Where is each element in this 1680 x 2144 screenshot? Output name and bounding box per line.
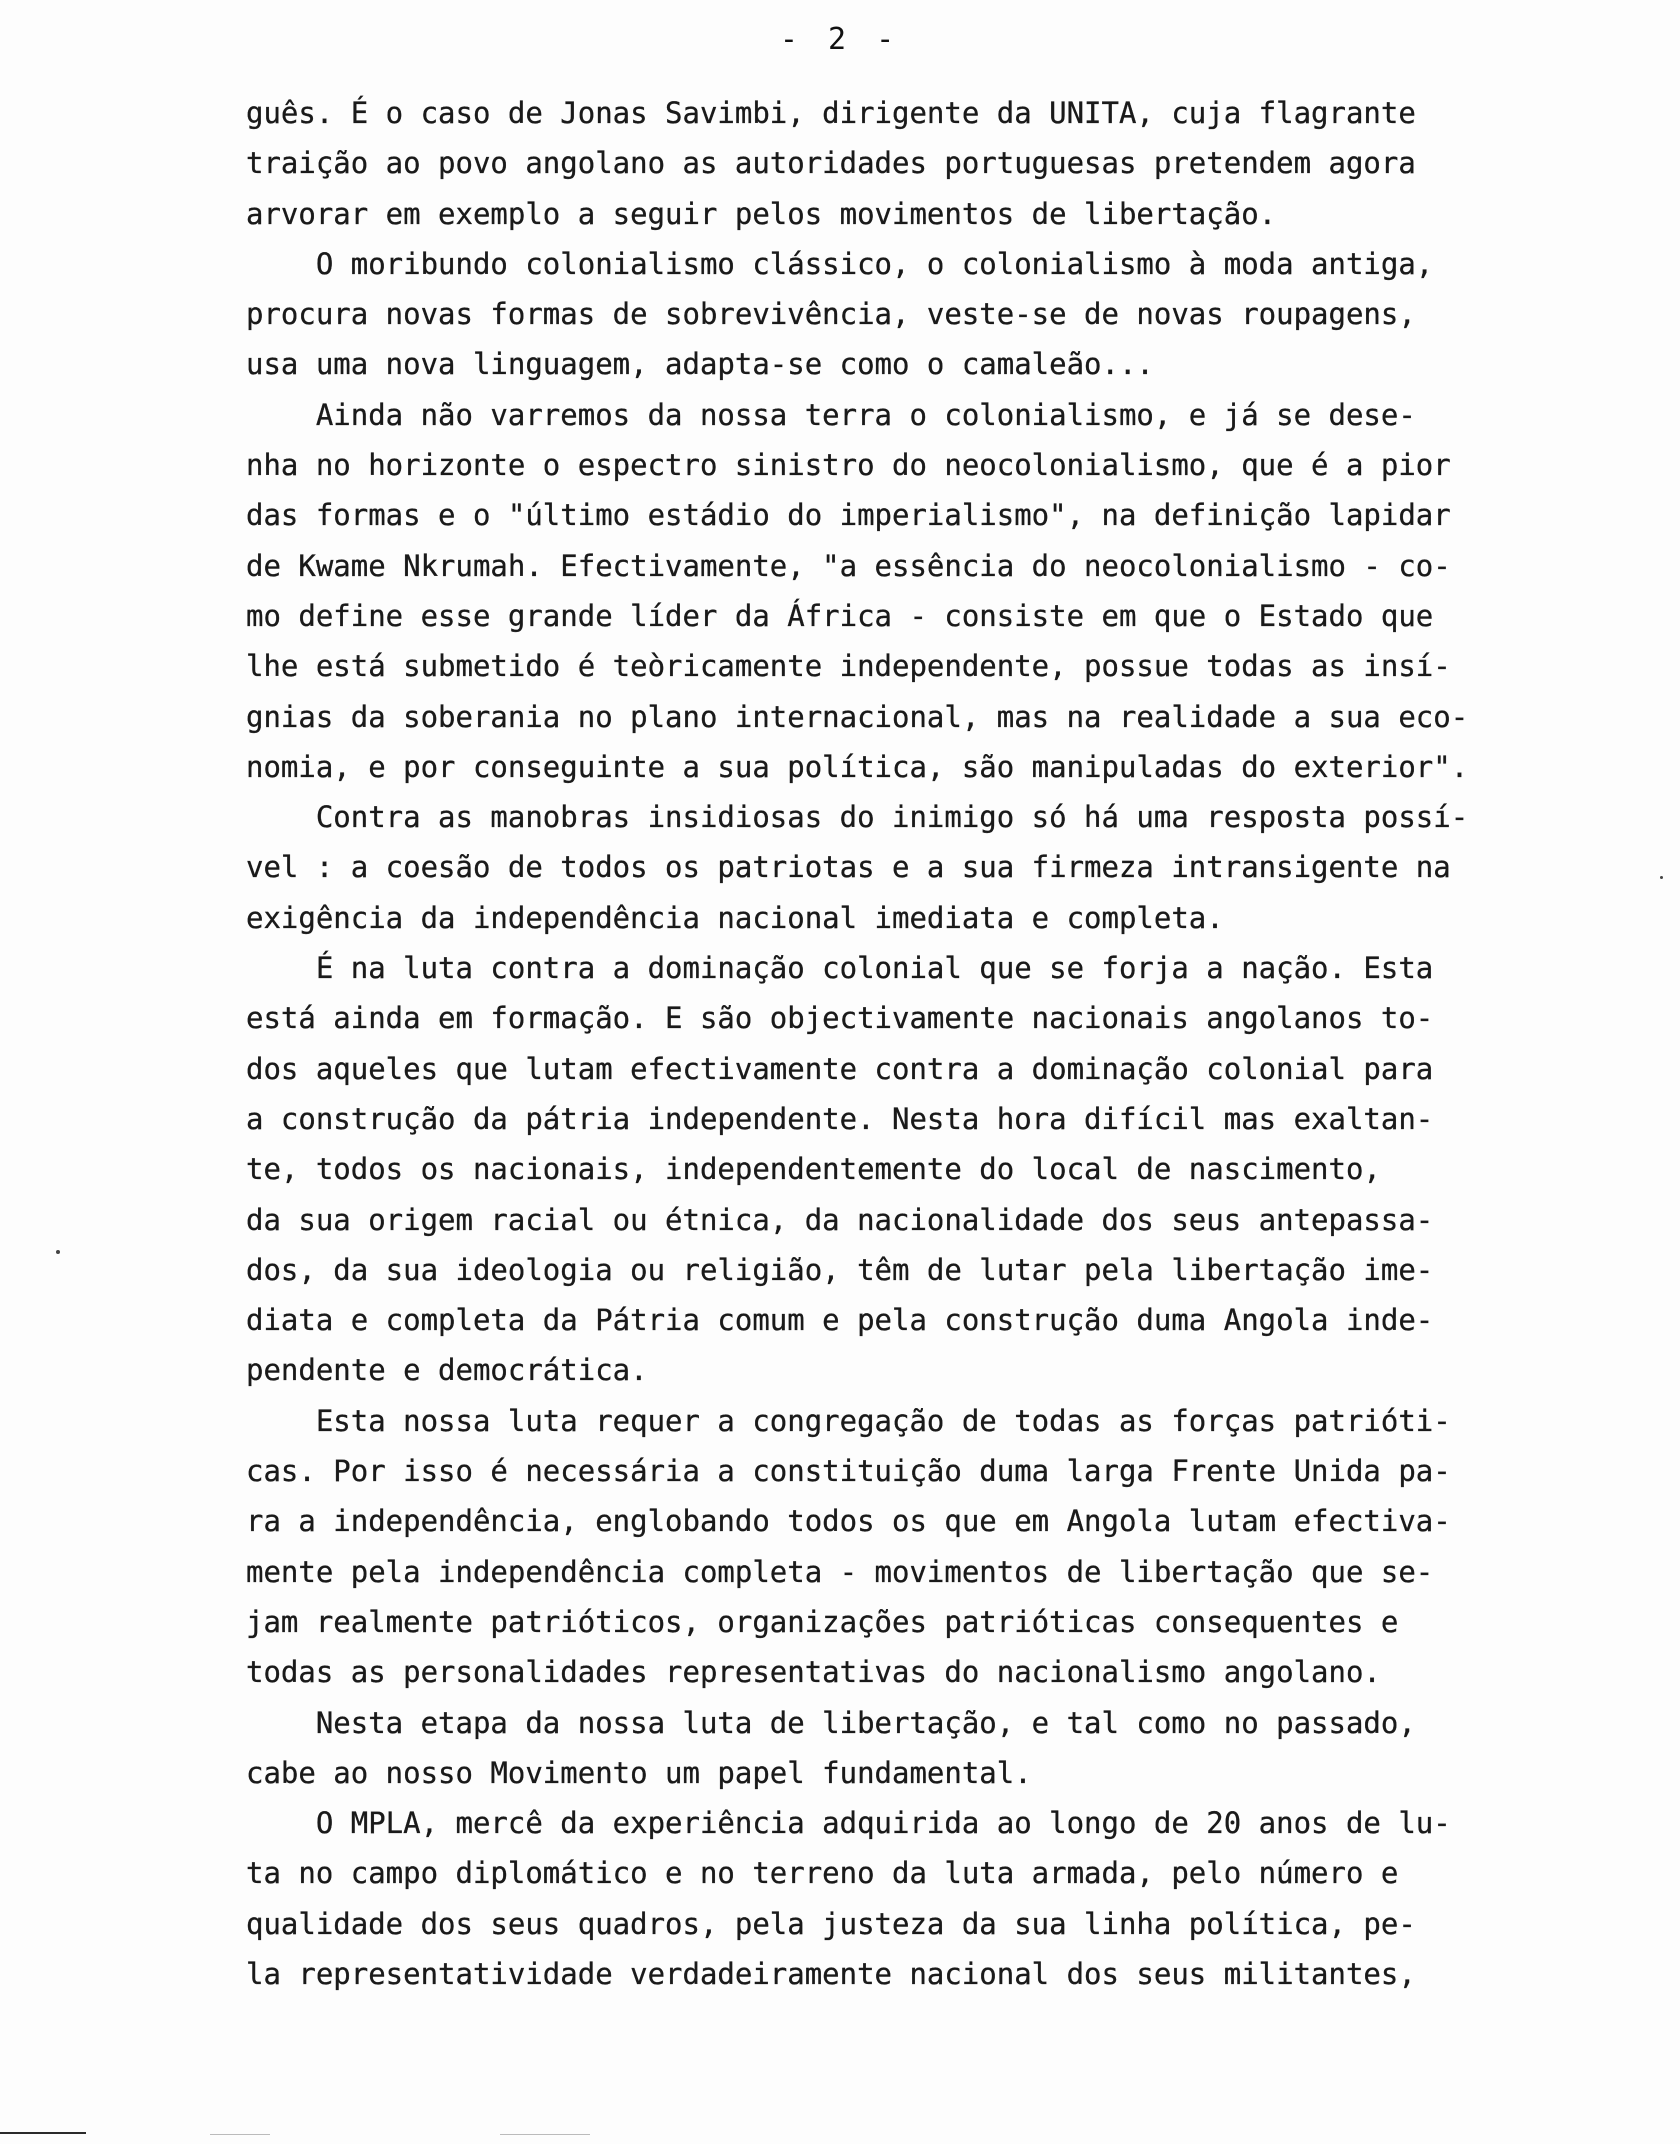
text-line: usa uma nova linguagem, adapta-se como o camaleão... — [246, 347, 1154, 382]
text-line: O MPLA, mercê da experiência adquirida ao longo de 20 anos de lu- — [246, 1806, 1451, 1841]
text-line: exigência da independência nacional imediata e completa. — [246, 900, 1224, 935]
text-line: está ainda em formação. E são objectivamente nacionais angolanos to- — [246, 1001, 1434, 1036]
text-line: pendente e democrática. — [246, 1353, 648, 1388]
paragraph — [246, 1396, 1646, 1698]
footer-rule — [0, 2132, 86, 2134]
scan-artifact-line — [500, 2134, 590, 2135]
text-line: da sua origem racial ou étnica, da nacionalidade dos seus antepassa- — [246, 1202, 1434, 1237]
text-line: mente pela independência completa - movimentos de libertação que se- — [246, 1554, 1434, 1589]
text-line: gnias da soberania no plano internacional, mas na realidade a sua eco- — [246, 699, 1469, 734]
text-line: cabe ao nosso Movimento um papel fundamental. — [246, 1755, 1032, 1790]
paragraph — [246, 943, 1646, 1396]
text-line: de Kwame Nkrumah. Efectivamente, "a essência do neocolonialismo - co- — [246, 548, 1451, 583]
paragraph — [246, 390, 1646, 792]
text-line: vel : a coesão de todos os patriotas e a sua firmeza intransigente na — [246, 850, 1451, 885]
text-line: das formas e o "último estádio do imperialismo", na definição lapidar — [246, 498, 1451, 533]
text-line: Esta nossa luta requer a congregação de todas as forças patrióti- — [246, 1403, 1451, 1438]
text-line: nha no horizonte o espectro sinistro do neocolonialismo, que é a pior — [246, 448, 1451, 483]
text-line: jam realmente patrióticos, organizações patrióticas consequentes e — [246, 1604, 1399, 1639]
text-line: ta no campo diplomático e no terreno da luta armada, pelo número e — [246, 1856, 1399, 1891]
paragraph — [246, 239, 1646, 390]
document-body — [246, 88, 1646, 1999]
text-line: diata e completa da Pátria comum e pela construção duma Angola inde- — [246, 1303, 1434, 1338]
text-line: a construção da pátria independente. Nesta hora difícil mas exaltan- — [246, 1101, 1434, 1136]
text-line: Ainda não varremos da nossa terra o colonialismo, e já se dese- — [246, 397, 1416, 432]
text-line: ra a independência, englobando todos os que em Angola lutam efectiva- — [246, 1504, 1451, 1539]
text-line: Nesta etapa da nossa luta de libertação, e tal como no passado, — [246, 1705, 1416, 1740]
page-number: - 2 - — [779, 22, 901, 57]
text-line: traição ao povo angolano as autoridades portuguesas pretendem agora — [246, 146, 1416, 181]
text-line: cas. Por isso é necessária a constituição duma larga Frente Unida pa- — [246, 1454, 1451, 1489]
text-line: todas as personalidades representativas do nacionalismo angolano. — [246, 1655, 1381, 1690]
text-line: procura novas formas de sobrevivência, veste-se de novas roupagens, — [246, 297, 1416, 332]
text-line: arvorar em exemplo a seguir pelos movimentos de libertação. — [246, 196, 1277, 231]
paragraph — [246, 88, 1646, 239]
text-line: qualidade dos seus quadros, pela justeza da sua linha política, pe- — [246, 1906, 1416, 1941]
paragraph — [246, 1798, 1646, 1999]
text-line: dos, da sua ideologia ou religião, têm de lutar pela libertação ime- — [246, 1252, 1434, 1287]
text-line: nomia, e por conseguinte a sua política, são manipuladas do exterior". — [246, 749, 1469, 784]
scan-speck — [1660, 876, 1663, 879]
text-line: guês. É o caso de Jonas Savimbi, dirigente da UNITA, cuja flagrante — [246, 96, 1416, 130]
text-line: O moribundo colonialismo clássico, o colonialismo à moda antiga, — [246, 246, 1434, 281]
text-line: lhe está submetido é teòricamente independente, possue todas as insí- — [246, 649, 1451, 684]
scan-artifact-line — [210, 2134, 270, 2135]
text-line: dos aqueles que lutam efectivamente contra a dominação colonial para — [246, 1051, 1434, 1086]
paragraph — [246, 792, 1646, 943]
text-line: la representatividade verdadeiramente nacional dos seus militantes, — [246, 1956, 1416, 1991]
scan-speck — [56, 1250, 60, 1254]
text-line: te, todos os nacionais, independentemente do local de nascimento, — [246, 1152, 1381, 1187]
paragraph — [246, 1698, 1646, 1799]
text-line: É na luta contra a dominação colonial que se forja a nação. Esta — [246, 951, 1434, 986]
text-line: Contra as manobras insidiosas do inimigo só há uma resposta possí- — [246, 800, 1469, 835]
text-line: mo define esse grande líder da África - consiste em que o Estado que — [246, 598, 1434, 633]
